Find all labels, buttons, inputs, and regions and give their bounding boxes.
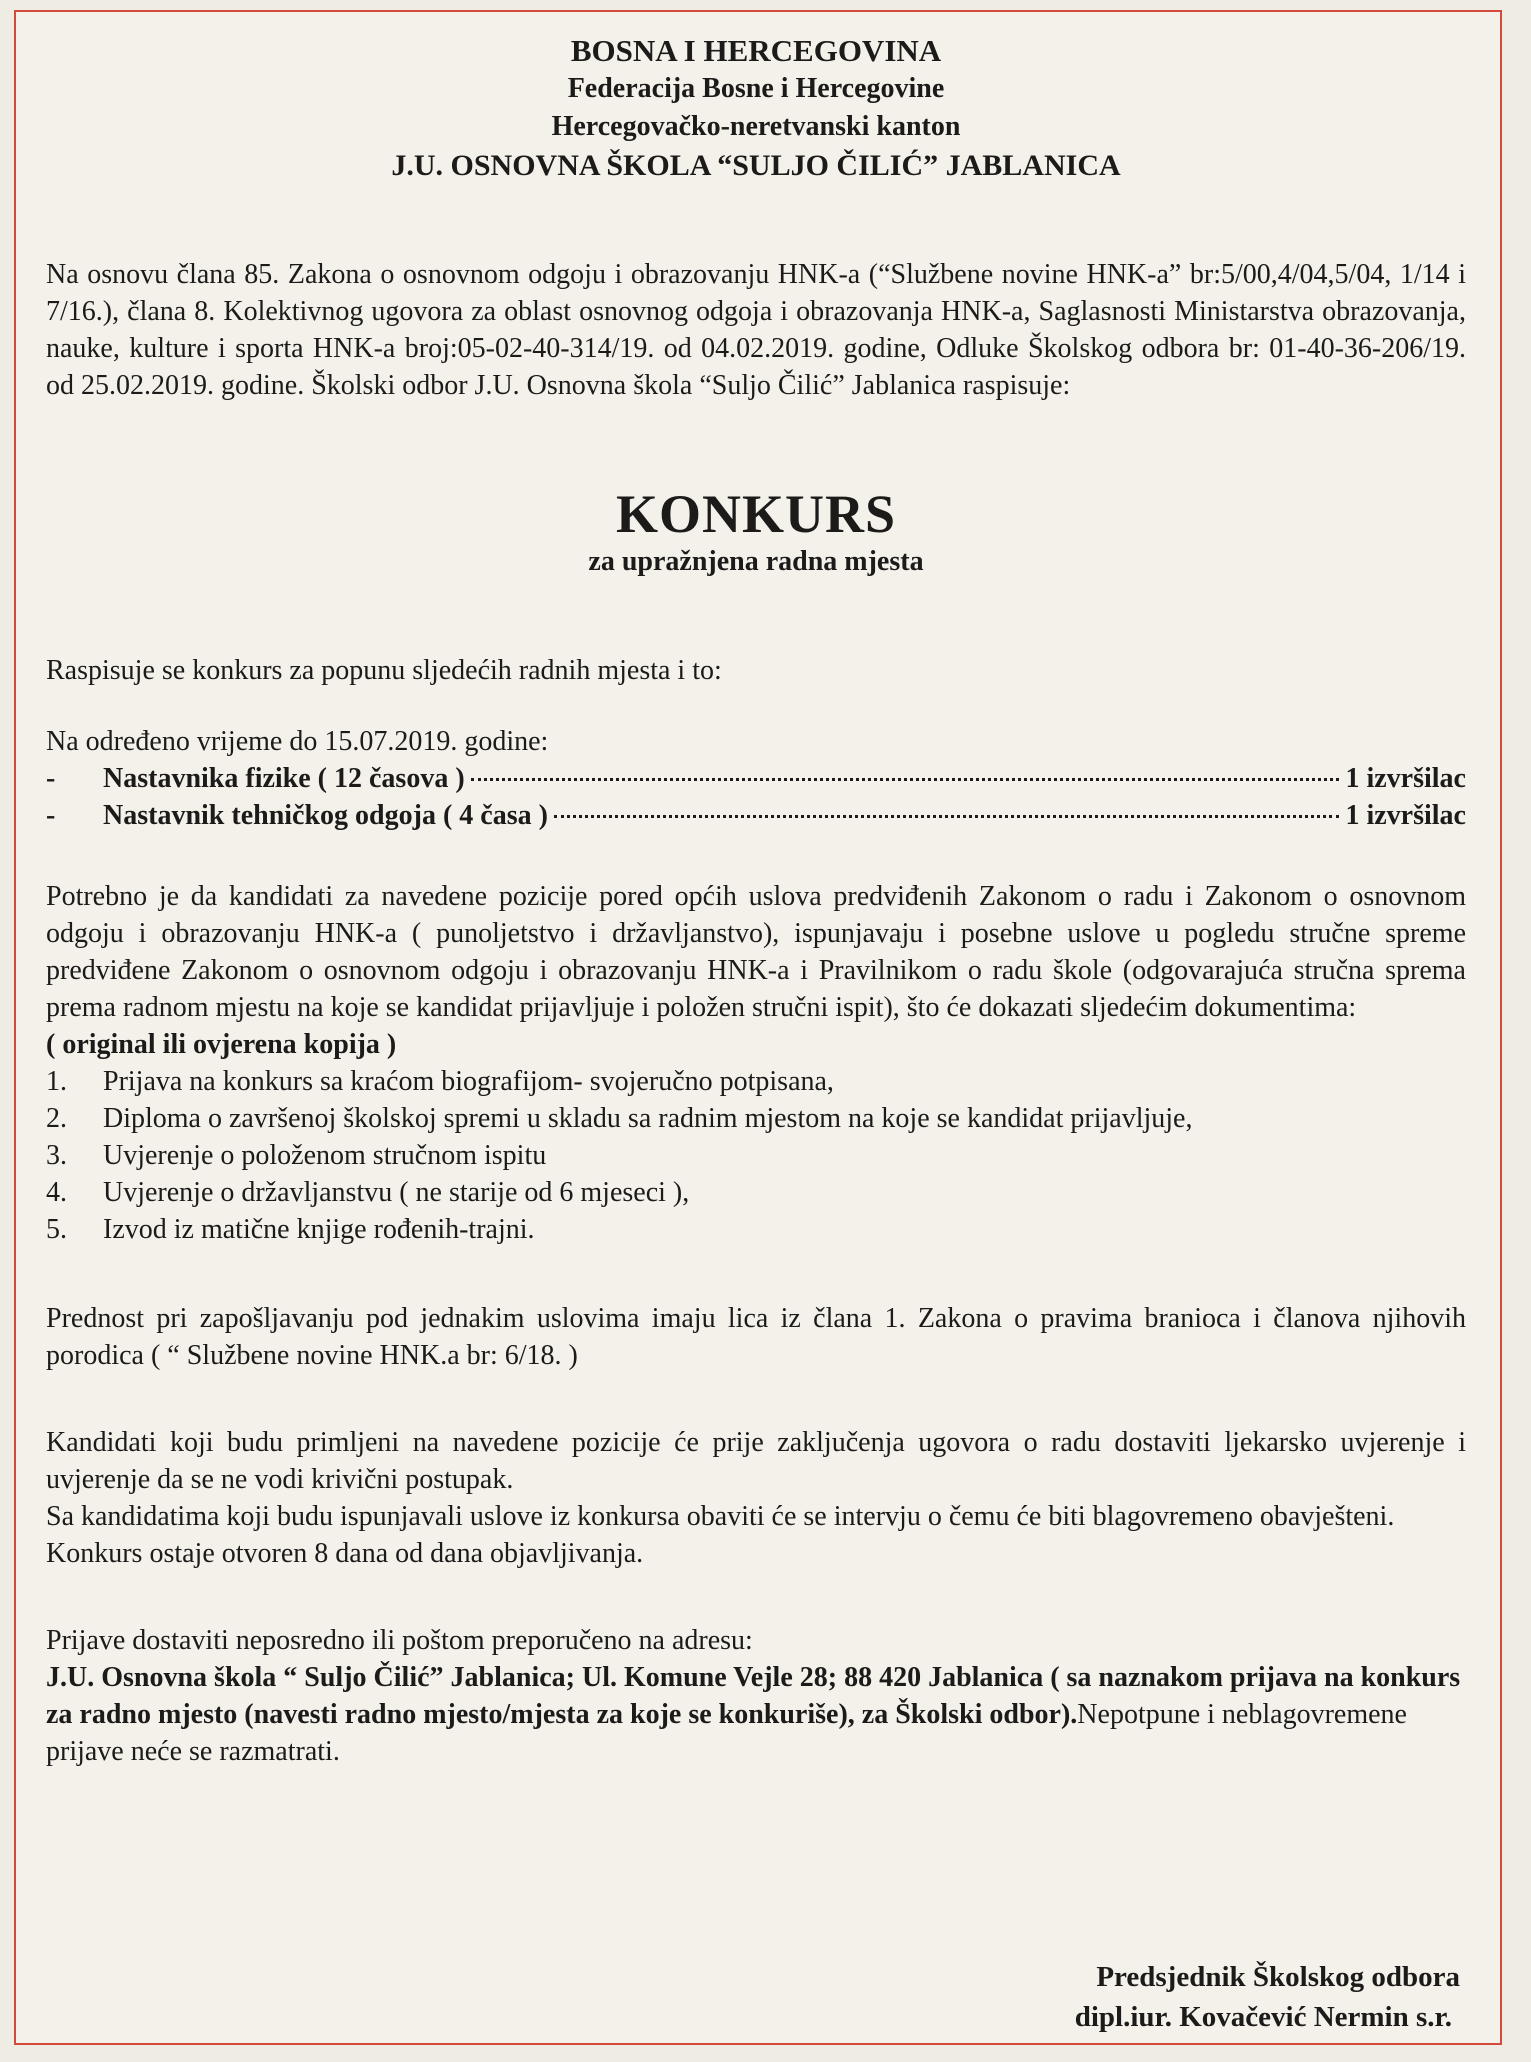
list-text: Izvod iz matične knjige rođenih-trajni.	[103, 1214, 535, 1245]
position-count: 1 izvršilac	[1345, 800, 1466, 831]
document-title: KONKURS	[615, 484, 897, 544]
list-number: 3.	[46, 1140, 67, 1171]
position-dash: -	[46, 763, 56, 794]
documents-note: ( original ili ovjerena kopija )	[46, 1029, 397, 1060]
list-item	[46, 1137, 1466, 1174]
address-paragraph	[46, 1659, 1466, 1770]
dot-leader	[554, 815, 1340, 818]
period-line: Na određeno vrijeme do 15.07.2019. godine:	[46, 726, 549, 757]
list-text: Diploma o završenoj školskoj spremi u skladu sa radnim mjestom na koje se kandidat prijavljuje,	[103, 1103, 1193, 1134]
header	[46, 32, 1466, 186]
announce-line: Raspisuje se konkurs za popunu sljedećih radnih mjesta i to:	[46, 655, 722, 686]
position-dash: -	[46, 800, 56, 831]
announcement-content	[46, 32, 1466, 1770]
send-intro: Prijave dostaviti neposredno ili poštom preporučeno na adresu:	[46, 1625, 753, 1656]
signature-name: dipl.iur. Kovačević Nermin s.r.	[1074, 2001, 1452, 2033]
position-row	[46, 797, 1466, 834]
address-text: J.U. Osnovna škola “ Suljo Čilić” Jablanica; Ul. Komune Vejle 28; 88 420 Jablanica ( sa naznakom prijava na konkurs za radno mjesto (navesti radno mjesto/mjesta za koje se konkuriše), za Školski odbor).	[46, 1662, 1461, 1730]
intro-paragraph: Na osnovu člana 85. Zakona o osnovnom odgoju i obrazovanju HNK-a (“Službene novine HNK-a” br:5/00,4/04,5/04, 1/14 i 7/16.), člana 8. Kolektivnog ugovora za oblast osnovnog odgoja i obrazovanja HNK-a, Saglasnosti Ministarstva obrazovanja, nauke, kulture i sporta HNK-a broj:05-02-40-314/19. od 04.02.2019. godine, Odluke Školskog odbora br: 01-40-36-206/19. od 25.02.2019. godine. Školski odbor J.U. Osnovna škola “Suljo Čilić” Jablanica raspisuje:	[46, 259, 1466, 401]
list-item	[46, 1174, 1466, 1211]
requirements-paragraph: Potrebno je da kandidati za navedene pozicije pored općih uslova predviđenih Zakonom o radu i Zakonom o osnovnom odgoju i obrazovanju HNK-a ( punoljetstvo i državljanstvo), ispunjavaju i posebne uslove u pogledu stručne spreme predviđene Zakonom o osnovnom odgoju i obrazovanju HNK-a i Pravilnikom o radu škole (odgovarajuća stručna sprema prema radnom mjestu na koje se kandidat prijavljuje i položen stručni ispit), što će dokazati sljedećim dokumentima:	[46, 881, 1466, 1023]
country-line: BOSNA I HERCEGOVINA	[570, 33, 942, 68]
list-text: Uvjerenje o položenom stručnom ispitu	[103, 1140, 547, 1171]
list-text: Prijava na konkurs sa kraćom biografijom- svojeručno potpisana,	[103, 1066, 834, 1097]
list-item	[46, 1063, 1466, 1100]
list-item	[46, 1211, 1466, 1248]
position-row	[46, 760, 1466, 797]
list-number: 1.	[46, 1066, 67, 1097]
canton-line: Hercegovačko-neretvanski kanton	[551, 111, 961, 142]
medical-note: Kandidati koji budu primljeni na navedene pozicije će prije zaključenja ugovora o radu dostaviti ljekarsko uvjerenje i uvjerenje da se ne vodi krivični postupak.	[46, 1427, 1466, 1495]
signature-role: Predsjednik Školskog odbora	[1096, 1961, 1460, 1993]
position-name: Nastavnika fizike ( 12 časova )	[103, 763, 465, 794]
signature-block	[1075, 1957, 1460, 2037]
position-count: 1 izvršilac	[1345, 763, 1466, 794]
position-name: Nastavnik tehničkog odgoja ( 4 časa )	[103, 800, 548, 831]
advantage-paragraph: Prednost pri zapošljavanju pod jednakim uslovima imaju lica iz člana 1. Zakona o pravima branioca i članova njihovih porodica ( “ Službene novine HNK.a br: 6/18. )	[46, 1303, 1466, 1371]
list-number: 2.	[46, 1103, 67, 1134]
list-text: Uvjerenje o državljanstvu ( ne starije od 6 mjeseci ),	[103, 1177, 690, 1208]
documents-list	[46, 1063, 1466, 1248]
closing-text: Nepotpune i neblagovremene prijave neće se razmatrati.	[46, 1699, 1407, 1767]
list-number: 4.	[46, 1177, 67, 1208]
list-number: 5.	[46, 1214, 67, 1245]
school-line: J.U. OSNOVNA ŠKOLA “SULJO ČILIĆ” JABLANICA	[391, 149, 1121, 182]
list-item	[46, 1100, 1466, 1137]
document-subtitle: za upražnjena radna mjesta	[588, 546, 924, 577]
dot-leader	[471, 778, 1340, 781]
announcement-frame	[14, 10, 1502, 2045]
federation-line: Federacija Bosne i Hercegovine	[567, 73, 945, 104]
interview-note: Sa kandidatima koji budu ispunjavali uslove iz konkursa obaviti će se intervju o čemu će biti blagovremeno obavješteni. Konkurs ostaje otvoren 8 dana od dana objavljivanja.	[46, 1501, 1395, 1569]
